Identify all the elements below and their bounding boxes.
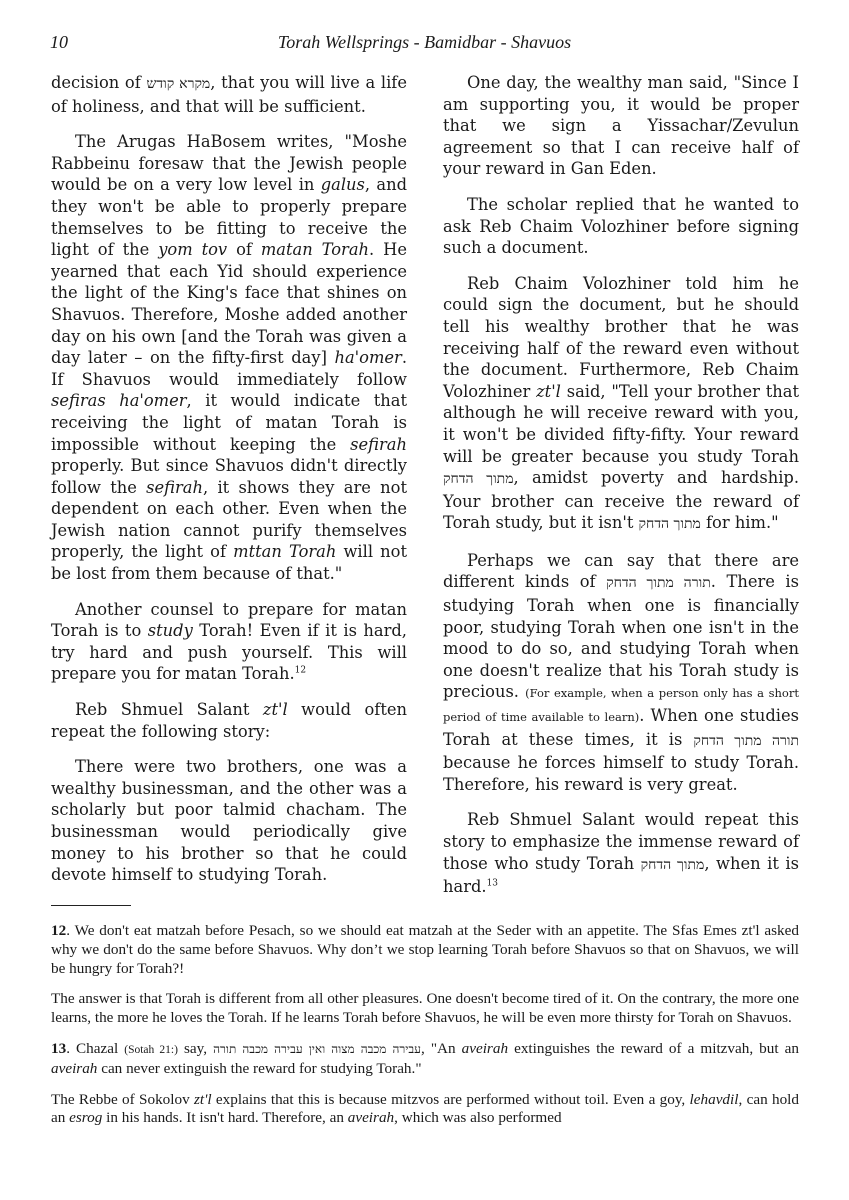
footnote-13: 13. Chazal (Sotah 21:) say, עבירה מכבה מצוה ואין עבירה מכבה תורה, "An aveirah extinguishes the reward of a mitzvah, but an aveirah can never extinguish the reward for studying Torah." bbox=[51, 1039, 799, 1077]
left-column bbox=[51, 72, 407, 900]
footnote-12: 12. We don't eat matzah before Pesach, so we should eat matzah at the Seder with an appetite. The Sfas Emes zt'l asked why we don't do the same before Shavuos. Why don’t we stop learning Torah before Shavuos so that on Shavuos, we will be hungry for Torah?! bbox=[51, 922, 799, 977]
footnote-separator bbox=[51, 905, 131, 906]
paragraph: Reb Chaim Volozhiner told him he could sign the document, but he should tell his wealthy brother that he was receiving half of the reward even without the document. Furthermore, Reb Chaim Volozhiner zt'l said, "Tell your brother that although he will receive reward with you, it won't be divided fifty-fifty. Your reward will be greater because you study Torah מתוך הדחק, amidst poverty and hardship. Your brother can receive the reward of Torah study, but it isn't מתוך הדחק for him." bbox=[443, 273, 800, 533]
footnote-ref[interactable]: 12 bbox=[294, 666, 307, 677]
footnote-12-cont: The answer is that Torah is different from all other pleasures. One doesn't become tired of it. On the contrary, the more one learns, the more he loves the Torah. If he learns Torah before Shavuos, he will be even more thirsty for Torah on Shavuos. bbox=[51, 990, 799, 1027]
paragraph: The scholar replied that he wanted to ask Reb Chaim Volozhiner before signing such a document. bbox=[443, 194, 799, 258]
paragraph: There were two brothers, one was a wealthy businessman, and the other was a scholarly but poor talmid chacham. The businessman would periodically give money to his brother so that he could devote himself to studying Torah. bbox=[51, 757, 407, 885]
right-column bbox=[443, 72, 799, 912]
paragraph: decision of מקרא קודש, that you will live a life of holiness, and that will be sufficient. bbox=[51, 73, 407, 116]
footnote-13-cont: The Rebbe of Sokolov zt'l explains that this is because mitzvos are performed without toil. Even a goy, lehavdil, can hold an esrog in his hands. It isn't hard. Therefore, an aveirah, which was also performed bbox=[51, 1090, 799, 1127]
paragraph: Reb Shmuel Salant zt'l would often repeat the following story: bbox=[51, 700, 407, 741]
footnotes bbox=[51, 922, 799, 1140]
paragraph: Reb Shmuel Salant would repeat this story to emphasize the immense reward of those who study Torah מתוך הדחק, when it is hard.$^{13}$ bbox=[443, 810, 799, 897]
running-title: Torah Wellsprings - Bamidbar - Shavuos bbox=[277, 32, 572, 52]
page-header bbox=[50, 32, 799, 56]
footnote-ref[interactable]: 13 bbox=[486, 878, 499, 889]
paragraph: Perhaps we can say that there are different kinds of תורה מתוך הדחק. There is studying Torah when one is financially poor, studying Torah when one isn't in the mood to do so, and studying Torah when one doesn't realize that his Torah study is precious. (For example, when a person only has a short period of time available to learn). When one studies Torah at these times, it is תורה מתוך הדחק because he forces himself to study Torah. Therefore, his reward is very great. bbox=[443, 550, 799, 794]
paragraph: Another counsel to prepare for matan Torah is to study Torah! Even if it is hard, try hard and push yourself. This will prepare you for matan Torah.$^{12}$ bbox=[51, 599, 407, 684]
paragraph: One day, the wealthy man said, "Since I am supporting you, it would be proper that we sign a Yissachar/Zevulun agreement so that I can receive half of your reward in Gan Eden. bbox=[443, 73, 799, 179]
paragraph: The Arugas HaBosem writes, "Moshe Rabbeinu foresaw that the Jewish people would be on a very low level in galus, and they won't be able to properly prepare themselves to be fitting to receive the light of the yom tov of matan Torah. He yearned that each Yid should experience the light of the King's face that shines on Shavuos. Therefore, Moshe added another day on his own [and the Torah was given a day later – on the fifty-first day] ha'omer. If Shavuos would immediately follow sefiras ha'omer, it would indicate that receiving the light of matan Torah is impossible without keeping the sefirah properly. But since Shavuos didn't directly follow the sefirah, it shows they are not dependent on each other. Even when the Jewish nation cannot purify themselves properly, the light of mttan Torah will not be lost from them because of that." bbox=[51, 132, 408, 584]
page-number: 10 bbox=[50, 32, 68, 52]
